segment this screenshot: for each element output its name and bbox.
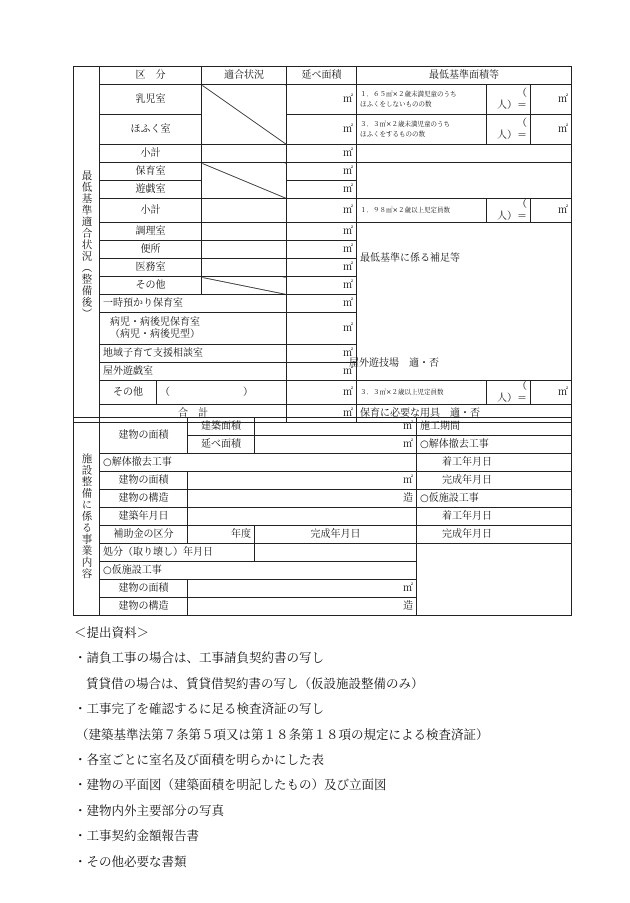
chakko-label-2: 着工年月日 xyxy=(417,508,572,526)
room-chori: 調理室 xyxy=(100,223,202,241)
header-saitei: 最低基準面積等 xyxy=(357,67,572,85)
area-cell[interactable]: ㎡ xyxy=(287,145,357,163)
doc-item: ・請負工事の場合は、工事請負契約書の写し xyxy=(74,650,325,666)
area-cell[interactable]: ㎡ xyxy=(287,163,357,181)
min-area-cell[interactable]: ㎡ xyxy=(531,85,572,115)
kansei-label: 完成年月日 xyxy=(417,472,572,490)
kozo-cell[interactable]: 造 xyxy=(188,490,417,508)
empty-note xyxy=(357,163,572,199)
note-3: ３．３㎡×２歳未満児童のうち ほふくをするものの数 xyxy=(357,115,487,145)
kaitai-koji-label: ○解体撤去工事 xyxy=(417,436,572,454)
room-gokei: 合 計 xyxy=(100,405,287,423)
room-imu: 医務室 xyxy=(100,259,202,277)
area-cell[interactable]: ㎡ xyxy=(287,363,357,381)
tekigo-cell[interactable] xyxy=(202,85,287,145)
area-cell[interactable]: ㎡ xyxy=(287,381,357,405)
sonota-input[interactable]: （ ） xyxy=(157,381,287,405)
room-benjo: 便所 xyxy=(100,241,202,259)
room-okugai: 屋外遊戯室 xyxy=(100,363,287,381)
nendo-cell[interactable]: 年度 xyxy=(188,526,255,544)
tekigo-cell[interactable] xyxy=(202,241,287,259)
date-cell[interactable] xyxy=(188,508,417,526)
area-cell[interactable]: ㎡ xyxy=(255,436,417,454)
karishisetsu-label: ○仮施設工事 xyxy=(100,562,417,580)
doc-item: ・建物の平面図（建築面積を明記したもの）及び立面図 xyxy=(74,777,387,793)
area-cell[interactable]: ㎡ xyxy=(287,115,357,145)
documents-title: ＜提出資料＞ xyxy=(74,625,150,640)
nobe-menseki: 延べ面積 xyxy=(188,436,255,454)
header-row xyxy=(74,67,572,85)
doc-item: （建築基準法第７条第５項又は第１８条第１８項の規定による検査済証） xyxy=(76,726,489,742)
tekigo-cell[interactable] xyxy=(202,145,287,163)
kari-koji-label: ○仮施設工事 xyxy=(417,490,572,508)
room-yugi: 遊戯室 xyxy=(100,181,202,199)
room-chiiki: 地域子育て支援相談室 xyxy=(100,345,287,363)
shobun-cell[interactable] xyxy=(255,544,417,562)
room-nyuji: 乳児室 xyxy=(100,85,202,115)
ninzu-cell[interactable]: （ 人）＝ xyxy=(487,115,531,145)
doc-item: 賃貸借の場合は、賃貸借契約書の写し（仮設施設整備のみ） xyxy=(86,675,424,691)
okugai-yugi-note: 屋外遊技場 適・否 xyxy=(349,358,439,369)
tekigo-cell[interactable] xyxy=(202,223,287,241)
min-area-cell[interactable]: ㎡ xyxy=(531,199,572,223)
menseki-label-2: 建物の面積 xyxy=(100,580,188,598)
header-nobe: 延べ面積 xyxy=(287,67,357,85)
area-cell[interactable]: ㎡ xyxy=(287,405,357,423)
doc-item: ・各室ごとに室名及び面積を明らかにした表 xyxy=(74,752,325,768)
header-kubun: 区 分 xyxy=(100,67,202,85)
side-label-2: 施設整備に係る事業内容 xyxy=(74,418,100,616)
menseki-label: 建物の面積 xyxy=(100,472,188,490)
min-area-cell[interactable]: ㎡ xyxy=(531,115,572,145)
note-98: １．９８㎡×２歳以上児定員数 xyxy=(357,199,487,223)
tatemono-menseki: 建物の面積 xyxy=(100,418,188,454)
area-cell[interactable]: ㎡ xyxy=(287,277,357,295)
empty-cell xyxy=(417,544,572,616)
chakko-label: 着工年月日 xyxy=(417,454,572,472)
shobun-label: 処分（取り壊し）年月日 xyxy=(100,544,255,562)
header-tekigo: 適合状況 xyxy=(202,67,287,85)
doc-item: ・建物内外主要部分の写真 xyxy=(74,802,225,818)
kozo-label-2: 建物の構造 xyxy=(100,598,188,616)
area-cell[interactable]: ㎡ xyxy=(287,85,357,115)
kaitai-label: ○解体撤去工事 xyxy=(100,454,417,472)
room-ichiji: 一時預かり保育室 xyxy=(100,295,287,313)
doc-item: ・工事契約金額報告書 xyxy=(74,828,200,844)
kansei-label-2: 完成年月日 xyxy=(417,526,572,544)
side-label: 最低基準適合状況（整備後） xyxy=(74,67,100,423)
area-cell[interactable]: ㎡ xyxy=(287,259,357,277)
doc-item: ・その他必要な書類 xyxy=(74,853,187,869)
tekigo-cell[interactable] xyxy=(202,163,287,199)
kouki-label: 施工期間 xyxy=(417,418,572,436)
min-area-cell[interactable]: ㎡ xyxy=(531,381,572,405)
hojokin-label: 補助金の区分 xyxy=(100,526,188,544)
room-sonota-2: その他 xyxy=(100,381,157,405)
yogu-cell[interactable]: 保育に必要な用具 適・否 xyxy=(357,405,572,423)
area-cell[interactable]: ㎡ xyxy=(287,313,357,345)
ninzu-cell[interactable]: （ 人）＝ xyxy=(487,199,531,223)
kozo-label: 建物の構造 xyxy=(100,490,188,508)
room-shokei: 小計 xyxy=(100,145,202,163)
room-byoji: 病児・病後児保育室 （病児・病後児型） xyxy=(100,313,287,345)
kansei-cell: 完成年月日 xyxy=(255,526,417,544)
minimum-standard-table xyxy=(73,66,572,423)
area-cell[interactable]: ㎡ xyxy=(188,472,417,490)
empty-note xyxy=(357,145,572,163)
tekigo-cell[interactable] xyxy=(202,277,287,295)
ninzu-cell[interactable]: （ 人）＝ xyxy=(487,381,531,405)
room-shokei-2: 小計 xyxy=(100,199,202,223)
tekigo-cell[interactable] xyxy=(202,199,287,223)
area-cell[interactable]: ㎡ xyxy=(188,580,417,598)
note-33: ３．３㎡×２歳以上児定員数 xyxy=(357,381,487,405)
kenchiku-nengappi: 建築年月日 xyxy=(100,508,188,526)
tekigo-cell[interactable] xyxy=(202,259,287,277)
submission-documents xyxy=(74,620,489,874)
area-cell[interactable]: ㎡ xyxy=(287,295,357,313)
project-content-table xyxy=(73,417,572,616)
note-1: １．６５㎡×２歳未満児童のうち ほふくをしないものの数 xyxy=(357,85,487,115)
area-cell[interactable]: ㎡ xyxy=(287,199,357,223)
kozo-cell[interactable]: 造 xyxy=(188,598,417,616)
area-cell[interactable]: ㎡ xyxy=(287,241,357,259)
doc-item: ・工事完了を確認するに足る検査済証の写し xyxy=(74,701,325,717)
room-hoiku: 保育室 xyxy=(100,163,202,181)
area-cell[interactable]: ㎡ xyxy=(287,345,357,363)
area-cell[interactable]: ㎡ xyxy=(287,223,357,241)
room-hofuku: ほふく室 xyxy=(100,115,202,145)
hosoku-cell[interactable]: 最低基準に係る補足等 xyxy=(357,223,572,381)
area-cell[interactable]: ㎡ xyxy=(287,181,357,199)
area-cell[interactable]: ㎡ xyxy=(255,418,417,436)
room-sonota: その他 xyxy=(100,277,202,295)
kenchiku-menseki: 建築面積 xyxy=(188,418,255,436)
ninzu-cell[interactable]: （ 人）＝ xyxy=(487,85,531,115)
